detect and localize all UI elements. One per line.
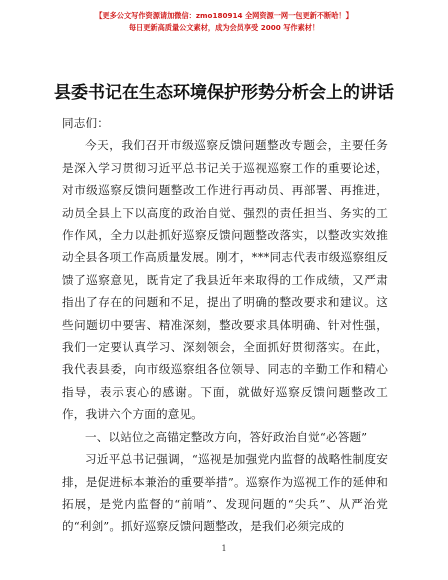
promo-banner-line-1: 【更多公文写作资源请加微信：zmo180914 全网资源一网一包更新不断哈！】 [95, 11, 353, 20]
promo-banner-line-2: 每日更新高质量公文素材，成为会员享受 2000 写作素材！ [128, 23, 320, 32]
page-number: 1 [221, 544, 227, 553]
promo-banner [0, 10, 448, 34]
body-paragraph: 今天，我们召开市级巡察反馈问题整改专题会，主要任务是深入学习贯彻习近平总书记关于巡视巡察工作的重要论述，对市级巡察反馈问题整改工作进行再动员、再部署、再推进，动员全县上下以高度的政治自觉、强烈的责任担当、务实的工作作风，全力以赴抓好巡察反馈问题整改落实，以整改实效推动全县各项工作高质量发展。刚才，***同志代表市级巡察组反馈了巡察意见，既肯定了我县近年来取得的工作成绩，又严肃指出了存在的问题和不足，提出了明确的整改要求和建议。这些问题切中要害、精准深刻，整改要求具体明确、针对性强，我们一定要认真学习、深刻领会，全面抓好贯彻落实。在此，我代表县委，向市级巡察组各位领导、同志的辛勤工作和精心指导，表示衷心的感谢。下面，就做好巡察反馈问题整改工作，我讲六个方面的意见。 [62, 138, 388, 422]
section-heading: 一、以站位之高锚定整改方向，答好政治自觉“必答题” [85, 429, 368, 444]
section-paragraph: 习近平总书记强调，“巡视是加强党内监督的战略性制度安排，是促进标本兼治的重要举措”。巡察作为巡视工作的延伸和拓展，是党内监督的“前哨”、发现问题的“尖兵”、从严治党的“利剑”。抓好巡察反馈问题整改，是我们必须完成的 [62, 452, 388, 534]
greeting: 同志们： [62, 116, 109, 130]
document-title: 县委书记在生态环境保护形势分析会上的讲话 [54, 83, 394, 103]
document-body [62, 112, 388, 538]
